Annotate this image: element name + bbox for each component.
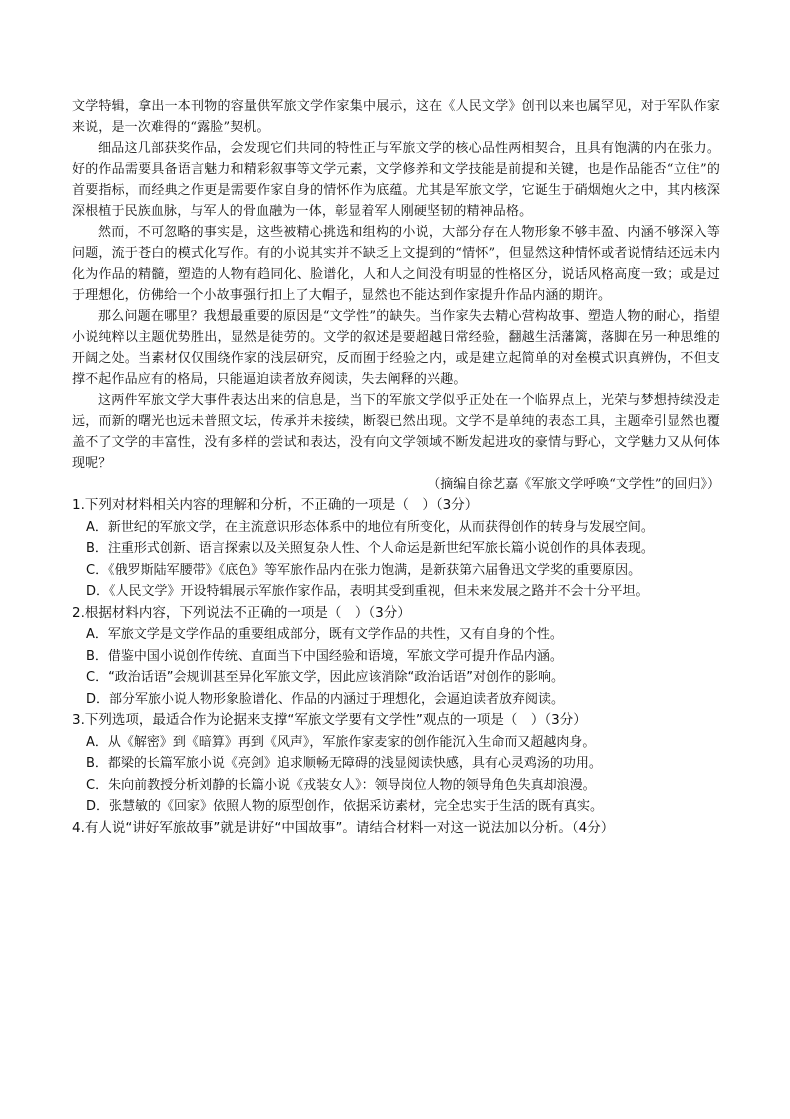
question-option-a: A．新世纪的军旅文学，在主流意识形态体系中的地位有所变化，从而获得创作的转身与发展空间。	[86, 519, 654, 535]
question-2	[72, 603, 720, 711]
question-stem: 2.根据材料内容，下列说法不正确的一项是（ ）（3分）	[72, 604, 411, 621]
question-1	[72, 495, 720, 603]
question-option-b: B．借鉴中国小说创作传统、直面当下中国经验和语境，军旅文学可提升作品内涵。	[86, 648, 563, 664]
exam-page	[72, 96, 720, 839]
passage-source: （摘编自徐艺嘉《军旅文学呼唤“文学性”的回归》）	[427, 477, 720, 492]
question-option-b: B．都梁的长篇军旅小说《亮剑》追求顺畅无障碍的浅显阅读快感，具有心灵鸡汤的功用。	[86, 756, 602, 771]
question-3	[72, 710, 720, 818]
question-option-d: D．部分军旅小说人物形象脸谱化、作品的内涵过于理想化，会逼迫读者放弃阅读。	[86, 691, 565, 707]
question-option-c: C．“政治话语”会规训甚至异化军旅文学，因此应该消除“政治话语”对创作的影响。	[86, 670, 565, 685]
question-option-b: B．注重形式创新、语言探索以及关照复杂人性、个人命运是新世纪军旅长篇小说创作的具体表现。	[86, 541, 654, 556]
question-option-c: C．《俄罗斯陆军腰带》《底色》等军旅作品内在张力饱满，是新获第六届鲁迅文学奖的重要原因。	[86, 562, 642, 578]
passage-paragraph-5: 这两件军旅文学大事件表达出来的信息是，当下的军旅文学似乎正处在一个临界点上，光荣与梦想持续没走远，而新的曙光也远未普照文坛，传承并未接续，断裂已然出现。文学不是单纯的表态工具，主题牵引显然也覆盖不了文学的丰富性，没有多样的尝试和表达，没有向文学领域不断发起进攻的豪情与野心，文学魅力又从何体现呢？	[72, 393, 720, 471]
question-option-d: D．张慧敏的《回家》依照人物的原型创作，依据采访素材，完全忠实于生活的既有真实。	[86, 799, 604, 814]
question-option-c: C．朱向前教授分析刘静的长篇小说《戎装女人》：领导岗位人物的领导角色失真却浪漫。	[86, 777, 596, 793]
passage-paragraph-2: 细品这几部获奖作品，会发现它们共同的特性正与军旅文学的核心品性两相契合，且具有饱满的内在张力。好的作品需要具备语言魅力和精彩叙事等文学元素，文学修养和文学技能是前提和关键，也是作品能否“立住”的首要指标，而经典之作更是需要作家自身的情怀作为底蕴。尤其是军旅文学，它诞生于硝烟炮火之中，其内核深深根植于民族血脉，与军人的骨血融为一体，彰显着军人刚硬坚韧的精神品格。	[72, 141, 720, 219]
question-stem: 1.下列对材料相关内容的理解和分析，不正确的一项是（ ）（3分）	[72, 497, 479, 513]
question-option-a: A．从《解密》到《暗算》再到《风声》，军旅作家麦家的创作能沉入生命而又超越肉身。	[86, 734, 596, 750]
question-option-d: D．《人民文学》开设特辑展示军旅作家作品，表明其受到重视，但未来发展之路并不会十分平坦。	[86, 584, 649, 599]
passage-paragraph-3: 然而，不可忽略的事实是，这些被精心挑选和组构的小说，大部分存在人物形象不够丰盈、内涵不够深入等问题，流于苍白的模式化写作。有的小说其实并不缺乏上文提到的“情怀”，但显然这种情怀或者说情结还远未内化为作品的精髓，塑造的人物有趋同化、脸谱化，人和人之间没有明显的性格区分，说话风格高度一致；或是过于理想化，仿佛给一个小故事强行扣上了大帽子，显然也不能达到作家提升作品内涵的期许。	[72, 225, 720, 303]
question-4	[72, 818, 720, 840]
passage-paragraph-4: 那么问题在哪里？我想最重要的原因是“文学性”的缺失。当作家失去精心营构故事、塑造人物的耐心，指望小说纯粹以主题优势胜出，显然是徒劳的。文学的叙述是要超越日常经验，翻越生活藩篱，落脚在另一种思维的开阔之处。当素材仅仅围绕作家的浅层研究，反而囿于经验之内，或是建立起简单的对垒模式识真辨伪，不但支撑不起作品应有的格局，只能逼迫读者放弃阅读，失去阐释的兴趣。	[72, 309, 720, 387]
question-stem: 3.下列选项，最适合作为论据来支撑“军旅文学要有文学性”观点的一项是（ ）（3分）	[72, 712, 587, 728]
passage-paragraph-1: 文学特辑，拿出一本刊物的容量供军旅文学作家集中展示，这在《人民文学》创刊以来也属罕见，对于军队作家来说，是一次难得的“露脸”契机。	[72, 99, 720, 135]
question-stem: 4.有人说“讲好军旅故事”就是讲好“中国故事”。请结合材料一对这一说法加以分析。（4分）	[72, 819, 615, 836]
question-option-a: A．军旅文学是文学作品的重要组成部分，既有文学作品的共性，又有自身的个性。	[86, 627, 563, 642]
